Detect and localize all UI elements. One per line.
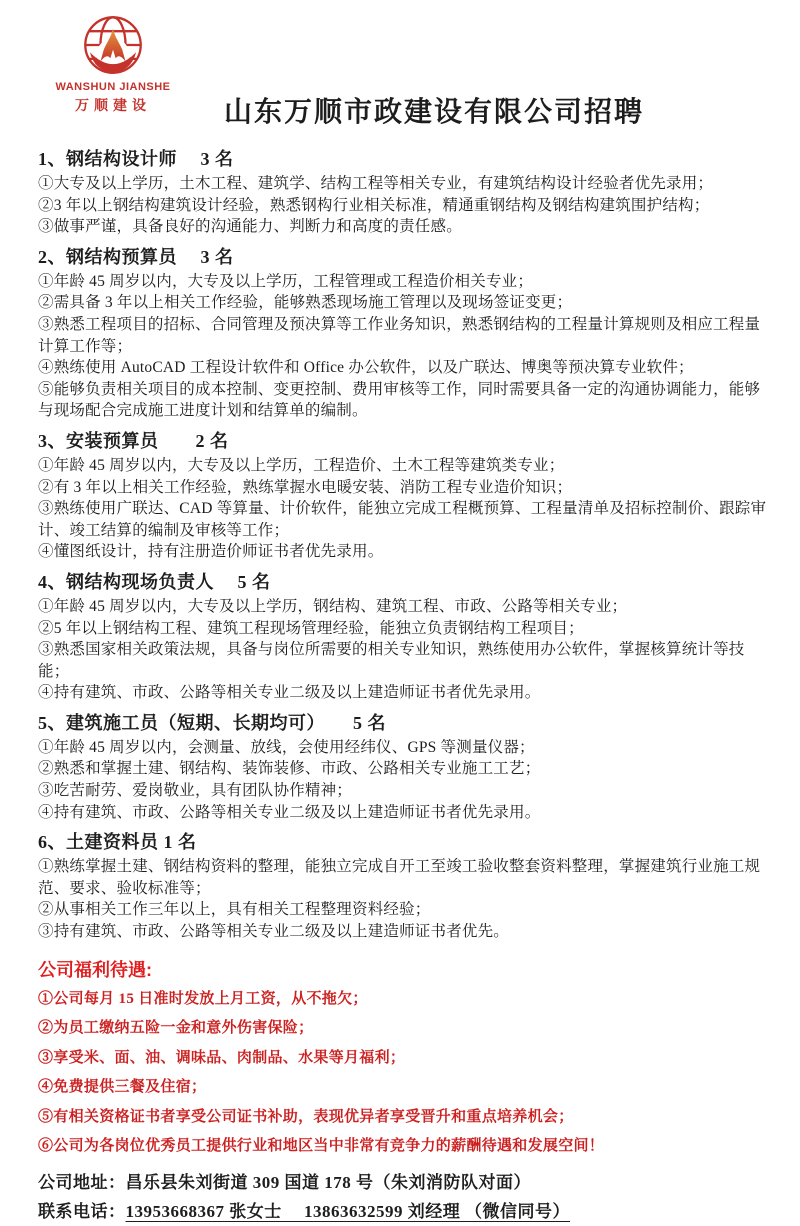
- logo-english-name: WANSHUN JIANSHE: [55, 81, 171, 93]
- benefits-section: [38, 956, 770, 1162]
- job-requirement: ①年龄 45 周岁以内，大专及以上学历，工程管理或工程造价相关专业；: [38, 272, 534, 290]
- job-requirement: ②5 年以上钢结构工程、建筑工程现场管理经验，能独立负责钢结构工程项目；: [38, 619, 584, 637]
- job-requirement: ③持有建筑、市政、公路等相关专业二级及以上建造师证书者优先。: [38, 923, 510, 941]
- job-requirement: ①年龄 45 周岁以内，会测量、放线，会使用经纬仪、GPS 等测量仪器；: [38, 738, 535, 756]
- header: [38, 0, 770, 140]
- job-requirement: ③熟悉国家相关政策法规，具备与岗位所需要的相关专业知识，熟练使用办公软件，掌握核算统计等技能；: [38, 641, 745, 680]
- job-section-2: [38, 243, 770, 422]
- job-requirement: ③熟悉工程项目的招标、合同管理及预决算等工作业务知识，熟悉钢结构的工程量计算规则及相应工程量计算工作等；: [38, 315, 761, 355]
- phone-label: 联系电话：: [38, 1201, 126, 1221]
- benefit-item: ②为员工缴纳五险一金和意外伤害保险；: [38, 1020, 314, 1037]
- benefit-item: ③享受米、面、油、调味品、肉制品、水果等月福利；: [38, 1049, 406, 1066]
- job-requirement: ①大专及以上学历，土木工程、建筑学、结构工程等相关专业，有建筑结构设计经验者优先录用；: [38, 175, 714, 192]
- globe-flame-logo-icon: [54, 14, 172, 80]
- job-requirement: ②熟悉和掌握土建、钢结构、装饰装修、市政、公路相关专业施工工艺；: [38, 760, 541, 778]
- job-section-6: [38, 828, 770, 942]
- job-requirement: ①熟练掌握土建、钢结构资料的整理，能独立完成自开工至竣工验收整套资料整理，掌握建筑行业施工规范、要求、验收标准等；: [38, 858, 761, 897]
- benefit-item: ⑤有相关资格证书者享受公司证书补助，表现优异者享受晋升和重点培养机会；: [38, 1108, 574, 1125]
- contact-footer: [38, 1168, 770, 1226]
- job-requirement: ②从事相关工作三年以上，具有相关工程整理资料经验；: [38, 901, 431, 919]
- logo-chinese-name: 万顺建设: [75, 99, 151, 114]
- job-heading: 1、钢结构设计师 3 名: [38, 149, 234, 169]
- contact-phone-line: [38, 1197, 770, 1226]
- job-requirement: ①年龄 45 周岁以内，大专及以上学历，工程造价、土木工程等建筑类专业；: [38, 456, 565, 474]
- job-requirement: ④持有建筑、市政、公路等相关专业二级及以上建造师证书者优先录用。: [38, 684, 541, 702]
- job-section-4: [38, 568, 770, 704]
- benefits-heading: 公司福利待遇:: [38, 959, 152, 980]
- job-heading: 5、建筑施工员（短期、长期均可） 5 名: [38, 712, 386, 733]
- benefit-item: ①公司每月 15 日准时发放上月工资，从不拖欠；: [38, 990, 368, 1007]
- job-heading: 2、钢结构预算员 3 名: [38, 246, 234, 267]
- phone-numbers: 13953668367 张女士 13863632599 刘经理 （微信同号）: [125, 1201, 570, 1221]
- job-requirement: ②有 3 年以上相关工作经验，熟练掌握水电暖安装、消防工程专业造价知识；: [38, 478, 573, 496]
- job-section-3: [38, 427, 770, 563]
- job-requirement: ③吃苦耐劳、爱岗敬业，具有团队协作精神；: [38, 782, 353, 800]
- job-heading: 3、安装预算员 2 名: [38, 430, 229, 451]
- job-section-1: [38, 145, 770, 238]
- job-requirement: ④懂图纸设计，持有注册造价师证书者优先录用。: [38, 543, 384, 561]
- job-requirement: ③熟练使用广联达、CAD 等算量、计价软件，能独立完成工程概预算、工程量清单及招标控制价、跟踪审计、竣工结算的编制及审核等工作；: [38, 500, 767, 539]
- job-requirement: ⑤能够负责相关项目的成本控制、变更控制、费用审核等工作，同时需要具备一定的沟通协调能力，能够与现场配合完成施工进度计划和结算单的编制。: [38, 380, 761, 420]
- job-requirement: ④熟练使用 AutoCAD 工程设计软件和 Office 办公软件，以及广联达、博奥等预决算专业软件；: [38, 359, 694, 377]
- job-requirement: ②3 年以上钢结构建筑设计经验，熟悉钢构行业相关标准，精通重钢结构及钢结构建筑围护结构；: [38, 196, 710, 214]
- job-requirement: ①年龄 45 周岁以内，大专及以上学历，钢结构、建筑工程、市政、公路等相关专业；: [38, 597, 628, 615]
- job-section-5: [38, 709, 770, 823]
- benefit-item: ⑥公司为各岗位优秀员工提供行业和地区当中非常有竞争力的薪酬待遇和发展空间！: [38, 1138, 605, 1155]
- page-title: 山东万顺市政建设有限公司招聘: [223, 97, 644, 128]
- job-requirement: ②需具备 3 年以上相关工作经验，能够熟悉现场施工管理以及现场签证变更；: [38, 294, 573, 312]
- job-requirement: ③做事严谨，具备良好的沟通能力、判断力和高度的责任感。: [38, 218, 462, 236]
- job-heading: 4、钢结构现场负责人 5 名: [38, 571, 271, 592]
- job-heading: 6、土建资料员 1 名: [38, 832, 197, 853]
- company-address: 公司地址：昌乐县朱刘街道 309 国道 178 号（朱刘消防队对面）: [38, 1172, 531, 1192]
- benefit-item: ④免费提供三餐及住宿；: [38, 1079, 207, 1096]
- job-requirement: ④持有建筑、市政、公路等相关专业二级及以上建造师证书者优先录用。: [38, 803, 541, 821]
